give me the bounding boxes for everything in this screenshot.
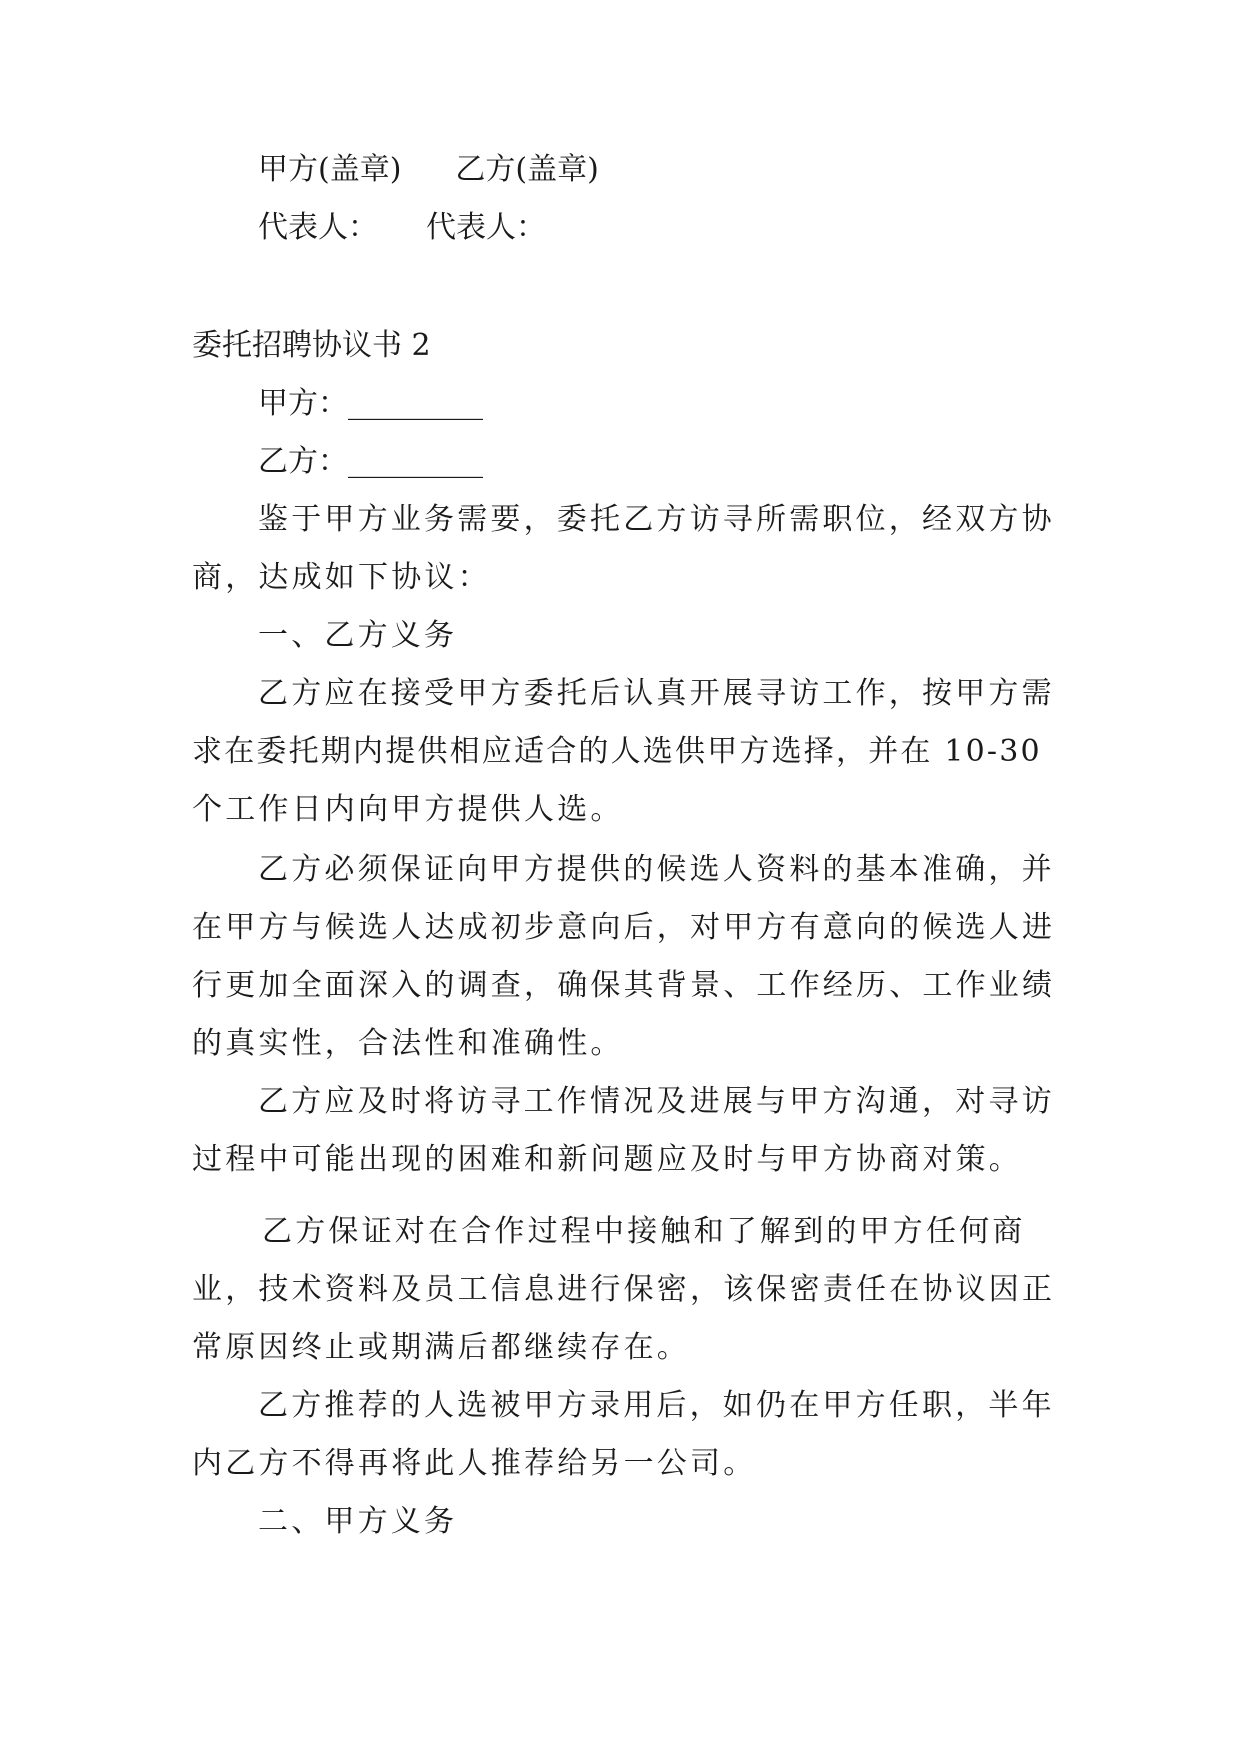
party-b-seal-label: 乙方(盖章) [455,152,599,187]
signature-seal-row [258,150,599,190]
body-line: 在甲方与候选人达成初步意向后，对甲方有意向的候选人进 [192,910,1056,945]
party-a-seal-label: 甲方(盖章) [258,152,402,187]
body-line: 过程中可能出现的困难和新问题应及时与甲方协商对策。 [192,1142,1022,1177]
body-line: 乙方保证对在合作过程中接触和了解到的甲方任何商 [262,1214,1026,1249]
body-line: 的真实性，合法性和准确性。 [192,1026,624,1061]
section-heading: 二、甲方义务 [258,1504,458,1539]
signature-rep-row [258,208,546,248]
party-b-line: 乙方：_________ [258,444,483,479]
body-line: 内乙方不得再将此人推荐给另一公司。 [192,1446,757,1481]
body-line: 鉴于甲方业务需要，委托乙方访寻所需职位，经双方协 [258,502,1055,537]
body-line: 乙方推荐的人选被甲方录用后，如仍在甲方任职，半年 [258,1388,1055,1423]
body-line: 乙方应及时将访寻工作情况及进展与甲方沟通，对寻访 [258,1084,1055,1119]
body-line: 行更加全面深入的调查，确保其背景、工作经历、工作业绩 [192,968,1056,1003]
body-line: 常原因终止或期满后都继续存在。 [192,1330,690,1365]
body-line: 个工作日内向甲方提供人选。 [192,792,624,827]
body-line: 乙方必须保证向甲方提供的候选人资料的基本准确，并 [258,852,1055,887]
party-a-rep-label: 代表人： [258,210,378,245]
body-line: 乙方应在接受甲方委托后认真开展寻访工作，按甲方需 [258,676,1055,711]
document-title: 委托招聘协议书 2 [192,328,431,363]
body-line: 商，达成如下协议： [192,560,491,595]
body-line: 求在委托期内提供相应适合的人选供甲方选择，并在 10-30 [192,734,1042,769]
body-line: 业，技术资料及员工信息进行保密，该保密责任在协议因正 [192,1272,1056,1307]
section-heading: 一、乙方义务 [258,618,458,653]
party-b-rep-label: 代表人： [426,210,546,245]
party-a-line: 甲方：_________ [258,386,483,421]
